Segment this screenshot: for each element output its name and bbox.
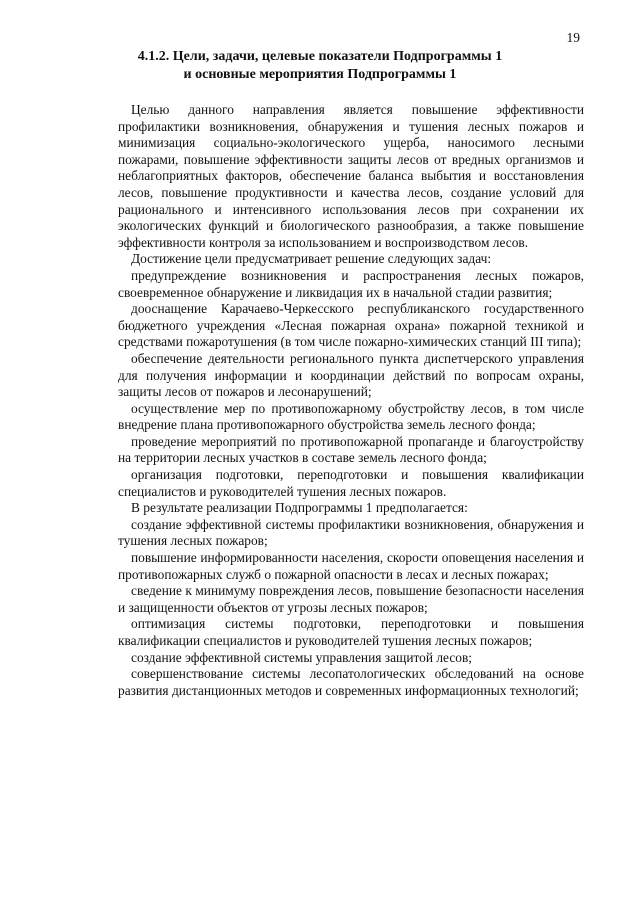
section-heading	[110, 48, 530, 84]
page-number: 19	[566, 30, 580, 45]
document-body	[118, 102, 584, 699]
paragraph-task-dispatch: обеспечение деятельности регионального пункта диспетчерского управления для получения информации и координации действий по вопросам охраны, защиты лесов от пожаров и лесонарушений;	[118, 350, 584, 400]
paragraph-result-prevention-system: создание эффективной системы профилактики возникновения, обнаружения и тушения лесных пожаров;	[118, 516, 584, 549]
paragraph-task-propaganda: проведение мероприятий по противопожарной пропаганде и благоустройству на территории лесных участков в составе земель лесного фонда;	[118, 433, 584, 466]
paragraph-result-damage-reduction: сведение к минимуму повреждения лесов, повышение безопасности населения и защищенности объектов от угрозы лесных пожаров;	[118, 583, 584, 615]
heading-line-1: 4.1.2. Цели, задачи, целевые показатели Подпрограммы 1	[137, 49, 503, 64]
paragraph-task-equipment: дооснащение Карачаево-Черкесского республиканского государственного бюджетного учреждения «Лесная пожарная охрана» пожарной техникой и средствами пожаротушения (в том числе пожарно-химических станций III типа);	[118, 301, 584, 350]
paragraph-tasks-intro: Достижение цели предусматривает решение следующих задач:	[131, 251, 492, 267]
paragraph-task-training: организация подготовки, переподготовки и повышения квалификации специалистов и руководителей тушения лесных пожаров.	[118, 467, 584, 499]
paragraph-goal: Целью данного направления является повышение эффективности профилактики возникновения, обнаружения и тушения лесных пожаров и минимизация социально-экологического ущерба, наносимого лесными пожарами, повышение эффективности защиты лесов от вредных организмов и неблагоприятных факторов, обеспечение баланса выбытия и восстановления лесов, повышение продуктивности и качества лесов, создание условий для рационального и интенсивного использования лесов при сохранении их экологических функций и биологического разнообразия, а также повышение эффективности контроля за использованием и воспроизводством лесов.	[118, 102, 584, 250]
paragraph-result-training: оптимизация системы подготовки, переподготовки и повышения квалификации специалистов и руководителей тушения лесных пожаров;	[118, 616, 584, 648]
paragraph-result-surveys: совершенствование системы лесопатологических обследований на основе развития дистанционных методов и современных информационных технологий;	[118, 666, 584, 698]
paragraph-task-prevention: предупреждение возникновения и распространения лесных пожаров, своевременное обнаружение и ликвидация их в начальной стадии развития;	[118, 267, 584, 300]
paragraph-result-awareness: повышение информированности населения, скорости оповещения населения и противопожарных служб о пожарной опасности в лесах и лесных пожарах;	[118, 550, 584, 582]
paragraph-results-intro: В результате реализации Подпрограммы 1 предполагается:	[131, 500, 468, 516]
paragraph-task-fire-arrangement: осуществление мер по противопожарному обустройству лесов, в том числе внедрение плана противопожарного обустройства земель лесного фонда;	[118, 400, 584, 433]
paragraph-result-protection-management: создание эффективной системы управления защитой лесов;	[131, 649, 473, 665]
heading-line-2: и основные мероприятия Подпрограммы 1	[183, 67, 457, 82]
